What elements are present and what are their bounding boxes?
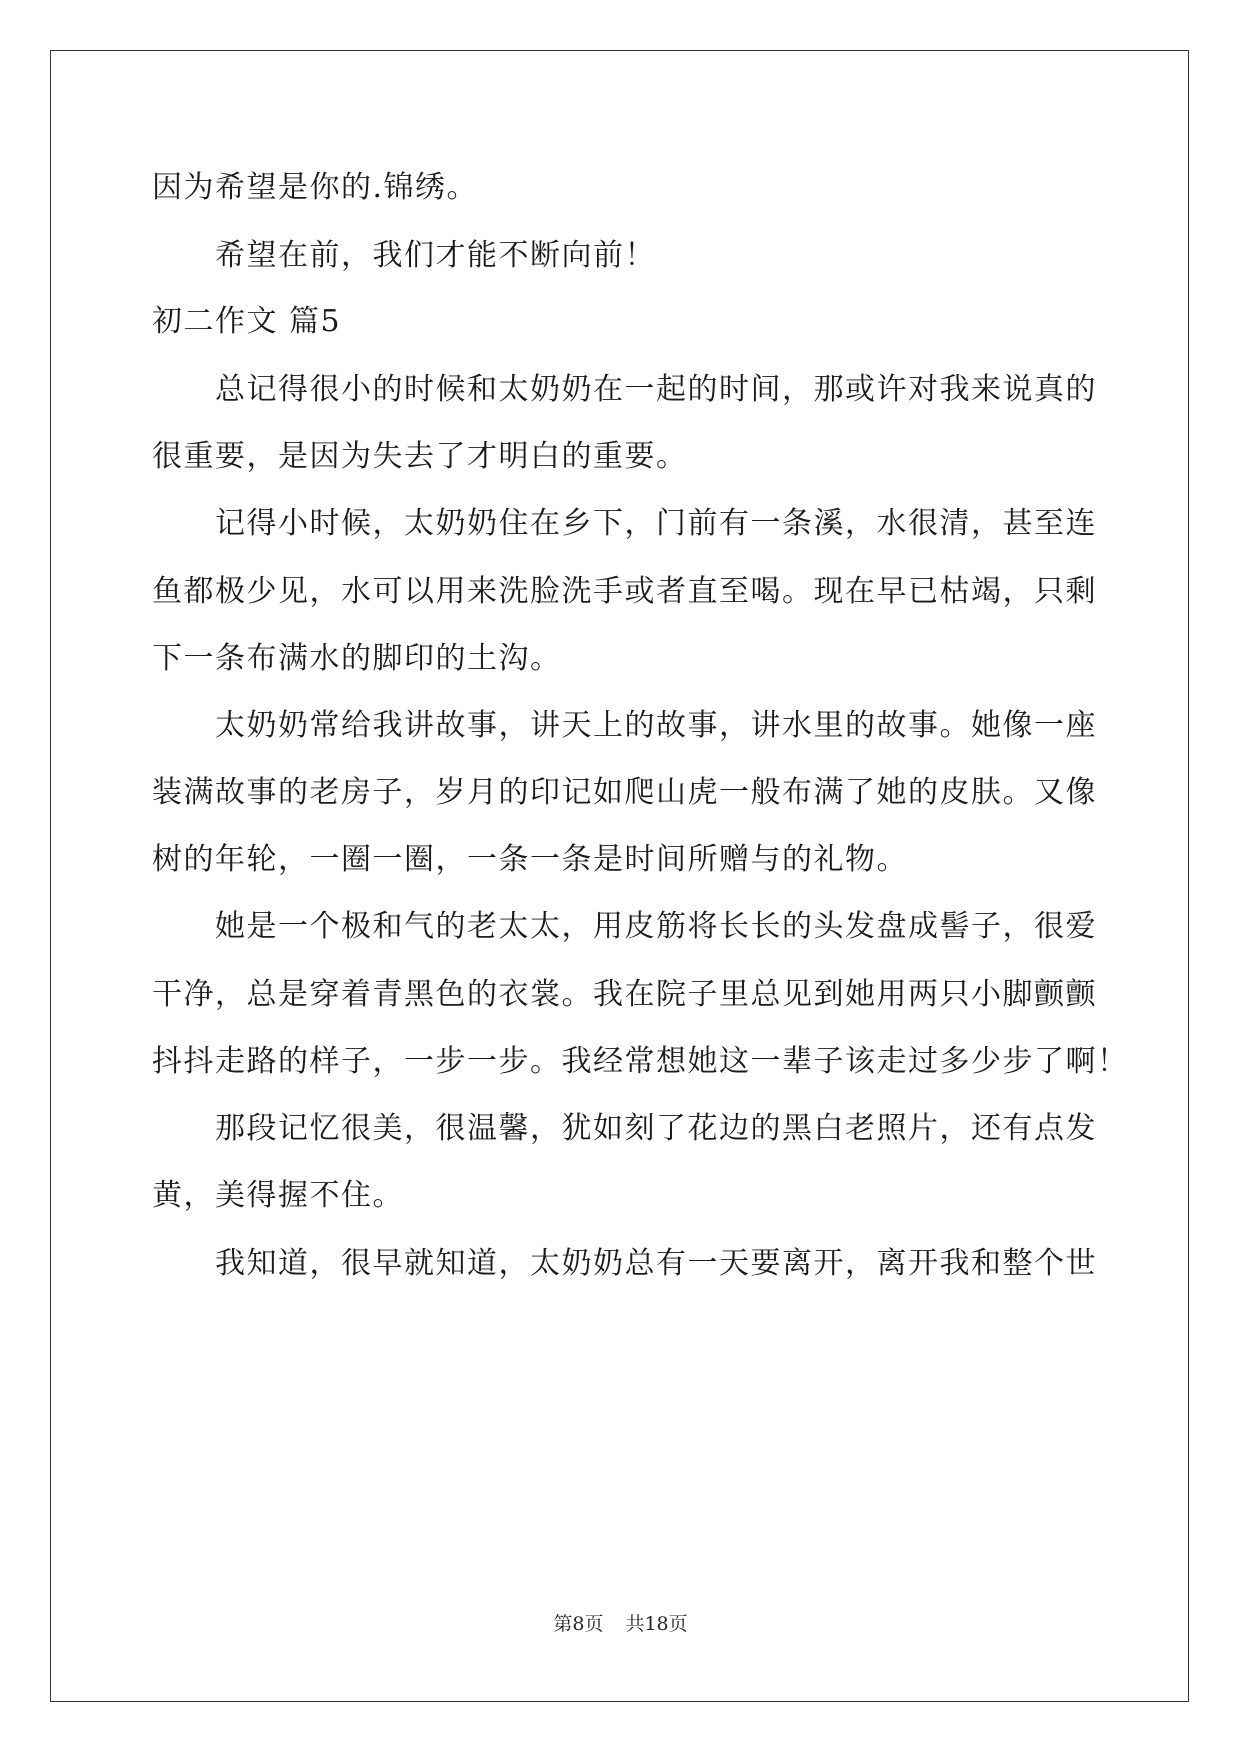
paragraph-line: 装满故事的老房子，岁月的印记如爬山虎一般布满了她的皮肤。又像: [152, 775, 1097, 810]
paragraph-line: 那段记忆很美，很温馨，犹如刻了花边的黑白老照片，还有点发: [215, 1111, 1097, 1146]
paragraph-line: 黄，美得握不住。: [152, 1178, 404, 1213]
current-page-number: 第8页: [553, 1613, 604, 1635]
paragraph-line: 鱼都极少见，水可以用来洗脸洗手或者直至喝。现在早已枯竭，只剩: [152, 574, 1097, 609]
paragraph-line: 抖抖走路的样子，一步一步。我经常想她这一辈子该走过多少步了啊！: [152, 1044, 1129, 1079]
paragraph-line: 希望在前，我们才能不断向前！: [215, 238, 656, 273]
paragraph-line: 我知道，很早就知道，太奶奶总有一天要离开，离开我和整个世: [215, 1246, 1097, 1281]
paragraph-line: 太奶奶常给我讲故事，讲天上的故事，讲水里的故事。她像一座: [215, 708, 1097, 743]
section-heading: 初二作文 篇5: [152, 304, 342, 339]
total-page-count: 共18页: [625, 1613, 688, 1635]
paragraph-line: 树的年轮，一圈一圈，一条一条是时间所赠与的礼物。: [152, 842, 908, 877]
paragraph-line: 很重要，是因为失去了才明白的重要。: [152, 439, 688, 474]
paragraph-line: 总记得很小的时候和太奶奶在一起的时间，那或许对我来说真的: [215, 372, 1097, 407]
page-footer: [0, 1612, 1241, 1636]
paragraph-line: 记得小时候，太奶奶住在乡下，门前有一条溪，水很清，甚至连: [215, 506, 1097, 541]
paragraph-line: 下一条布满水的脚印的土沟。: [152, 641, 562, 676]
paragraph-line: 干净，总是穿着青黑色的衣裳。我在院子里总见到她用两只小脚颤颤: [152, 977, 1097, 1012]
paragraph-line: 因为希望是你的.锦绣。: [152, 170, 479, 205]
paragraph-line: 她是一个极和气的老太太，用皮筋将长长的头发盘成髻子，很爱: [215, 909, 1097, 944]
